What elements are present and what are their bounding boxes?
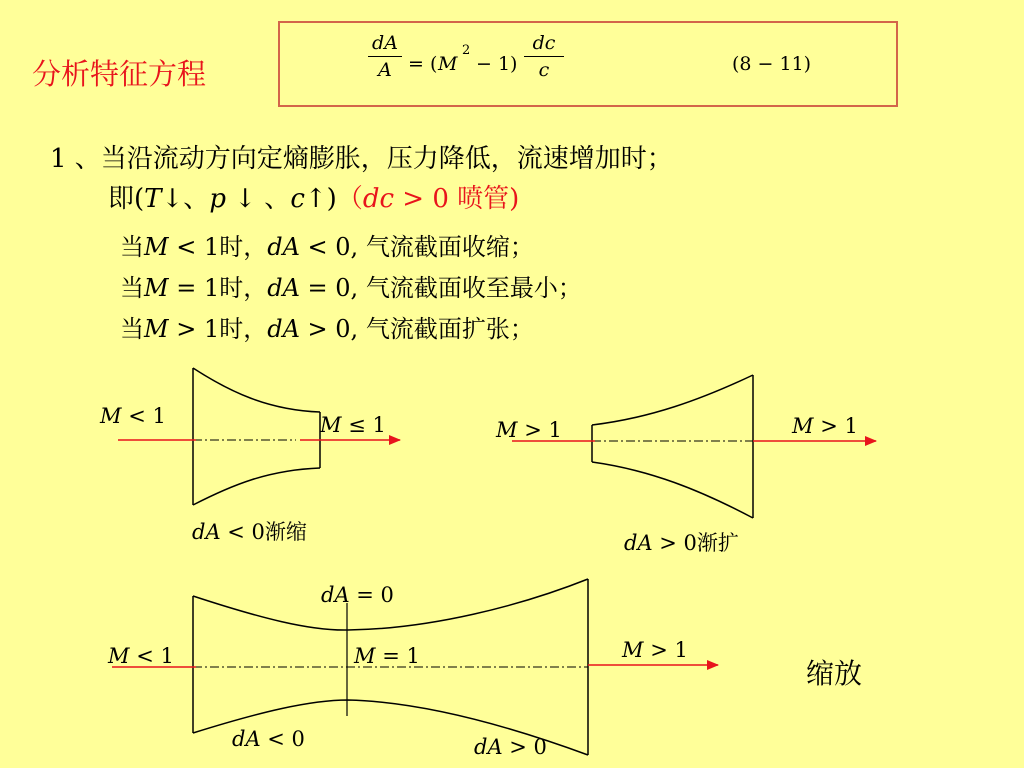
converging-caption (192, 516, 307, 546)
fraction-numerator: dA (372, 32, 398, 54)
symbol-dA: dA (267, 315, 300, 343)
fraction-numerator: dc (532, 32, 556, 54)
laval-outlet-label (622, 638, 688, 662)
fraction-denominator: A (378, 59, 392, 81)
laval-throat-top-label (321, 583, 394, 607)
symbol-M: M (108, 644, 130, 668)
case-result: = 0, 气流截面收至最小； (299, 274, 582, 302)
equation-number: (8 − 11) (732, 53, 812, 75)
diffuser-lower-wall (592, 462, 753, 518)
equation-M: M (438, 53, 458, 75)
relation: < 1 (121, 404, 166, 428)
diffuser-upper-wall (592, 375, 753, 425)
symbol-dA: dA (267, 233, 300, 261)
symbol-dA: dA (321, 583, 350, 607)
laval-bottom-right-label (474, 735, 547, 759)
symbol-p: p (209, 184, 226, 214)
symbol-M: M (100, 404, 122, 428)
equation-exponent: 2 (462, 43, 471, 58)
diverging-caption (624, 527, 739, 557)
symbol-M: M (144, 315, 169, 343)
case-condition: > 1时， (168, 315, 268, 343)
symbol-dc: dc (362, 184, 395, 214)
caption-text: > 0渐扩 (652, 531, 739, 555)
section-title: 分析特征方程 (32, 57, 207, 91)
relation: < 1 (129, 644, 174, 668)
case-condition: = 1时， (168, 274, 268, 302)
case-result: < 0, 气流截面收缩； (299, 233, 534, 261)
laval-nozzle-name: 缩放 (806, 657, 863, 690)
symbol-M: M (320, 413, 342, 437)
nozzle-upper-wall (193, 368, 320, 412)
red-open-paren: （ (336, 184, 363, 214)
symbol-M: M (354, 644, 376, 668)
caption-text: < 0渐缩 (220, 520, 307, 544)
line2-prefix: 即( (108, 184, 145, 214)
laval-throat-label (354, 644, 420, 668)
separator: 、 (183, 184, 210, 214)
symbol-dA: dA (474, 735, 503, 759)
relation: > 1 (517, 418, 562, 442)
nozzle-condition: > 0 喷管) (394, 184, 520, 214)
symbol-dA: dA (624, 531, 653, 555)
equation-equals-open: = ( (408, 53, 438, 75)
symbol-M: M (144, 274, 169, 302)
relation: > 1 (643, 638, 688, 662)
symbol-T: T (144, 184, 162, 214)
arrow-down: ↓ (225, 184, 265, 214)
relation: < 0 (260, 727, 305, 751)
diverging-nozzle (512, 375, 876, 518)
case-result: > 0, 气流截面扩张； (299, 315, 534, 343)
symbol-dA: dA (232, 727, 261, 751)
relation: = 0 (349, 583, 394, 607)
fraction-denominator: c (538, 59, 550, 81)
converging-inlet-label (100, 404, 166, 428)
symbol-dA: dA (192, 520, 221, 544)
case-prefix: 当 (120, 274, 144, 302)
relation: = 1 (375, 644, 420, 668)
statement-line-1: 1 、当沿流动方向定熵膨胀，压力降低，流速增加时； (50, 144, 673, 174)
relation: > 1 (813, 414, 858, 438)
nozzle-lower-wall (193, 468, 320, 505)
case-condition: < 1时， (168, 233, 268, 261)
diverging-inlet-label (496, 418, 562, 442)
arrow-down: ↓ (161, 184, 184, 214)
case-prefix: 当 (120, 233, 144, 261)
symbol-dA: dA (267, 274, 300, 302)
diverging-outlet-label (792, 414, 858, 438)
separator: 、 (264, 184, 291, 214)
laval-bottom-left-label (232, 727, 305, 751)
symbol-M: M (792, 414, 814, 438)
relation: > 0 (502, 735, 547, 759)
symbol-M: M (496, 418, 518, 442)
equation-minus-one: − 1) (476, 53, 518, 75)
symbol-M: M (622, 638, 644, 662)
laval-inlet-label (108, 644, 174, 668)
case-prefix: 当 (120, 315, 144, 343)
symbol-c: c (290, 184, 305, 214)
converging-outlet-label (320, 413, 386, 437)
relation: ≤ 1 (341, 413, 386, 437)
symbol-M: M (144, 233, 169, 261)
arrow-up-close: ↑) (304, 184, 337, 214)
